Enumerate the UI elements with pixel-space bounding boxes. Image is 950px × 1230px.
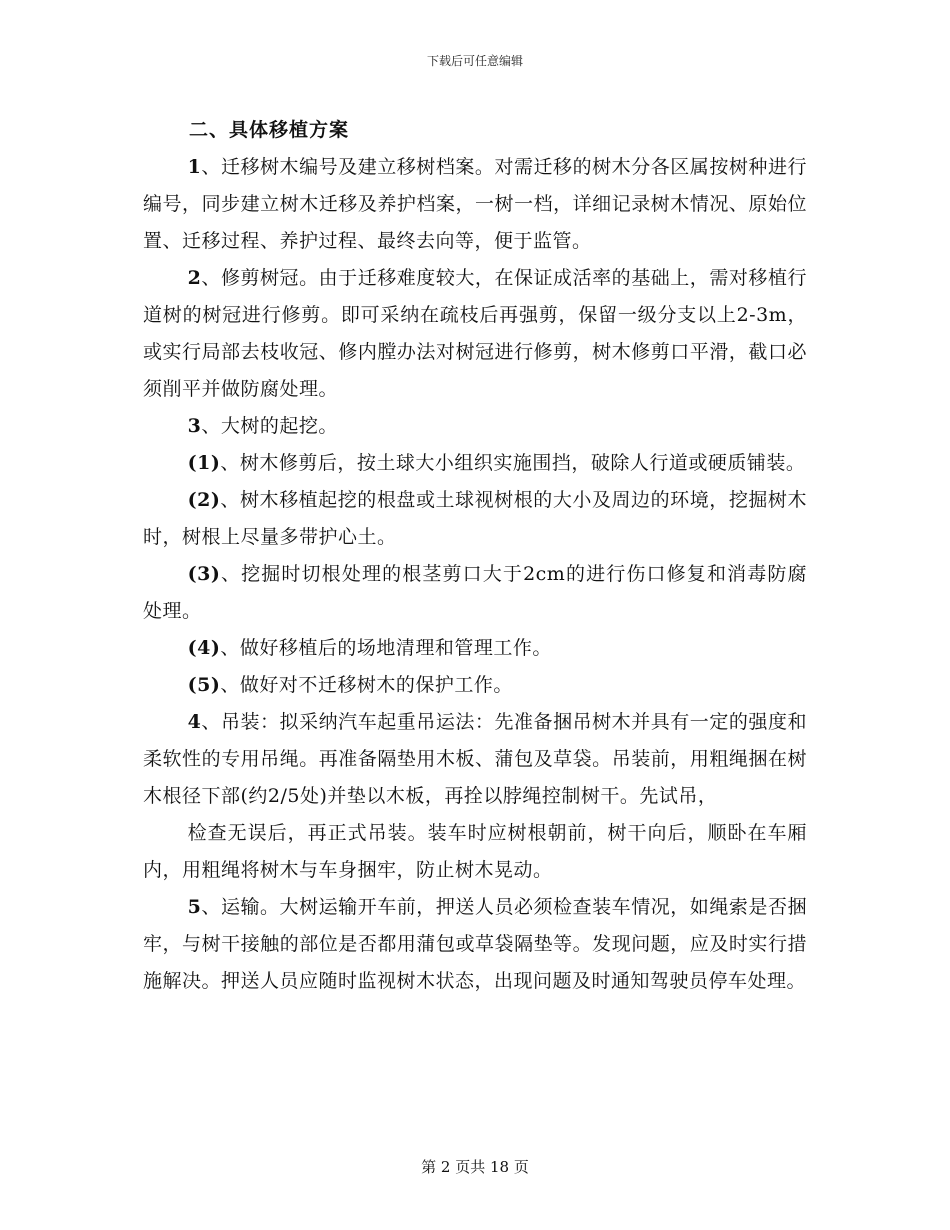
sub-item-number: (5): [187, 674, 221, 696]
paragraph-2: [143, 260, 807, 408]
paragraph-text: 检查无误后，再正式吊装。装车时应树根朝前，树干向后，顺卧在车厢内，用粗绳将树木与车身捆牢，防止树木晃动。: [143, 822, 807, 881]
sub-item-5: [143, 667, 807, 704]
sub-item-number: (3): [187, 563, 221, 585]
sub-item-number: (4): [187, 637, 221, 659]
paragraph-1: [143, 149, 807, 260]
sub-item-1: [143, 445, 807, 482]
sub-item-text: 、树木移植起挖的根盘或土球视树根的大小及周边的环境，挖掘树木时，树根上尽量多带护心土。: [143, 489, 807, 548]
paragraph-number: 4: [187, 711, 202, 733]
sub-item-number: (1): [187, 452, 221, 474]
page-footer: 第 2 页共 18 页: [421, 1158, 529, 1176]
sub-item-3: [143, 556, 807, 630]
sub-item-4: [143, 630, 807, 667]
paragraph-number: 3: [187, 415, 202, 437]
paragraph-number: 2: [187, 267, 202, 289]
sub-item-text: 、做好移植后的场地清理和管理工作。: [220, 637, 552, 659]
sub-item-2: [143, 482, 807, 556]
paragraph-text: 、运输。大树运输开车前，押送人员必须检查装车情况，如绳索是否捆牢，与树干接触的部位是否都用蒲包或草袋隔垫等。发现问题，应及时实行措施解决。押送人员应随时监视树木状态，出现问题及时通知驾驶员停车处理。: [143, 896, 807, 992]
section-title: 二、具体移植方案: [189, 119, 350, 141]
page-header: 下载后可任意编辑: [426, 54, 523, 68]
paragraph-text: 、迁移树木编号及建立移树档案。对需迁移的树木分各区属按树种进行编号，同步建立树木迁移及养护档案，一树一档，详细记录树木情况、原始位置、迁移过程、养护过程、最终去向等，便于监管。: [143, 156, 807, 252]
paragraph-number: 1: [187, 156, 202, 178]
paragraph-3: [143, 408, 807, 445]
sub-item-number: (2): [187, 489, 221, 511]
paragraph-number: 5: [187, 896, 202, 918]
paragraph-4-continued: [143, 815, 807, 889]
paragraph-5: [143, 889, 807, 1000]
paragraph-text: 、大树的起挖。: [201, 415, 338, 437]
sub-item-text: 、做好对不迁移树木的保护工作。: [220, 674, 513, 696]
paragraph-text: 、修剪树冠。由于迁移难度较大，在保证成活率的基础上，需对移植行道树的树冠进行修剪。即可采纳在疏枝后再强剪，保留一级分支以上2-3m，或实行局部去枝收冠、修内膛办法对树冠进行修剪，树木修剪口平滑，截口必须削平并做防腐处理。: [143, 267, 807, 400]
paragraph-4: [143, 704, 807, 815]
sub-item-text: 、树木修剪后，按土球大小组织实施围挡，破除人行道或硬质铺装。: [220, 452, 806, 474]
sub-item-text: 、挖掘时切根处理的根茎剪口大于2cm的进行伤口修复和消毒防腐处理。: [143, 563, 807, 622]
paragraph-text: 、吊装：拟采纳汽车起重吊运法：先准备捆吊树木并具有一定的强度和柔软性的专用吊绳。再准备隔垫用木板、蒲包及草袋。吊装前，用粗绳捆在树木根径下部(约2/5处)并垫以木板，再拴以脖绳控制树干。先试吊，: [143, 711, 807, 807]
document-body: [143, 111, 807, 1000]
